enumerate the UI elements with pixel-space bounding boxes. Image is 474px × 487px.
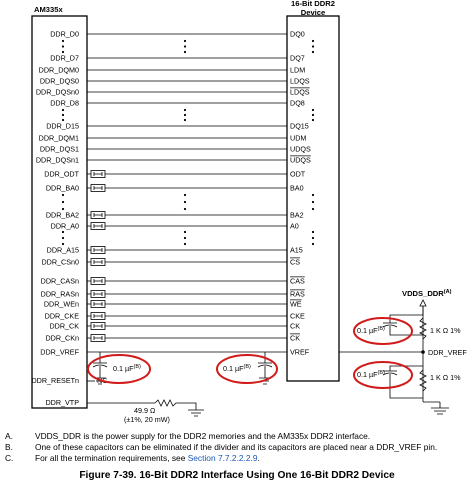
continuation-dot — [62, 243, 64, 245]
continuation-dot — [184, 114, 186, 116]
left-pin-label: DDR_A0 — [50, 221, 79, 231]
signal-row — [36, 88, 310, 97]
left-pin-label: DDR_D15 — [46, 121, 79, 131]
continuation-dot — [62, 51, 64, 53]
right-pin-label: DQ0 — [290, 29, 305, 39]
continuation-dot — [312, 231, 314, 233]
right-pin-label: LDQS — [290, 87, 310, 97]
right-pin-label: UDM — [290, 133, 307, 143]
ddr2-device-label-line2: Device — [300, 8, 326, 17]
right-pin-label: WE — [290, 299, 302, 309]
right-pin-label: A0 — [290, 221, 299, 231]
left-pin-label: DDR_RASn — [40, 289, 79, 299]
left-pin-label: DDR_ODT — [44, 169, 79, 179]
vtp-ground-symbol — [188, 410, 204, 416]
am335x-chip-label: AM335x — [34, 5, 63, 14]
lower-resistor-value: 1 K Ω 1% — [430, 373, 461, 382]
continuation-dot — [62, 114, 64, 116]
continuation-dot — [184, 119, 186, 121]
right-pin-label: DQ8 — [290, 98, 305, 108]
left-pin-label: DDR_DQS0 — [39, 76, 79, 86]
figure-caption: Figure 7-39. 16-Bit DDR2 Interface Using One 16-Bit DDR2 Device — [79, 470, 395, 481]
continuation-dot — [184, 231, 186, 233]
signal-row — [50, 54, 305, 63]
left-pin-label: DDR_BA0 — [45, 183, 79, 193]
left-pin-label: DDR_CKn — [45, 333, 79, 343]
left-pin-label: DDR_CKE — [44, 311, 79, 321]
right-pin-label: CS — [290, 257, 300, 267]
figure-notes — [3, 431, 473, 465]
left-pin-label: DDR_DQS1 — [39, 144, 79, 154]
continuation-dot — [312, 45, 314, 47]
nc-label: NC — [97, 376, 108, 385]
termination-section-link[interactable]: Section 7.7.2.2.2.9 — [187, 453, 258, 464]
vref-net-label: DDR_VREF — [428, 348, 467, 357]
continuation-dot — [312, 119, 314, 121]
left-pin-label: DDR_VREF — [40, 347, 79, 357]
right-pin-label: ODT — [290, 169, 306, 179]
right-pin-label: CKE — [290, 311, 305, 321]
signal-row — [39, 66, 306, 75]
divider-supply-rail — [420, 300, 449, 414]
left-pin-label: DDR_CSn0 — [41, 257, 79, 267]
left-pin-label: DDR_DQSn0 — [35, 87, 79, 97]
right-pin-label: CK — [290, 321, 300, 331]
continuation-dot — [312, 194, 314, 196]
continuation-dot — [184, 201, 186, 203]
continuation-dot — [312, 109, 314, 111]
right-pin-label: BA2 — [290, 210, 304, 220]
continuation-dot — [62, 201, 64, 203]
right-pin-label: UDQS — [290, 144, 311, 154]
continuation-dot — [184, 237, 186, 239]
signal-row — [39, 134, 307, 143]
continuation-dot — [312, 237, 314, 239]
signal-row — [36, 156, 311, 165]
continuation-dot — [184, 194, 186, 196]
right-pin-label: A15 — [290, 245, 303, 255]
lower-divider-capacitor — [383, 366, 423, 398]
continuation-dot — [62, 231, 64, 233]
continuation-dot — [62, 119, 64, 121]
ddr2-device-label-line1: 16-Bit DDR2 — [291, 0, 335, 8]
continuation-dot — [184, 51, 186, 53]
right-pin-label: UDQS — [290, 155, 311, 165]
right-pin-label: RAS — [290, 289, 305, 299]
continuation-dot — [62, 194, 64, 196]
continuation-dot — [312, 51, 314, 53]
continuation-dot — [62, 237, 64, 239]
continuation-dot — [62, 45, 64, 47]
lower-cap-value: 0.1 µF$^{(B)}$ — [357, 370, 385, 379]
left-pin-label: DDR_BA2 — [45, 210, 79, 220]
continuation-dot — [62, 109, 64, 111]
continuation-dot — [62, 40, 64, 42]
pin-ddr-vtp-label: DDR_VTP — [45, 398, 79, 407]
left-pin-label: DDR_WEn — [43, 299, 79, 309]
continuation-dot — [312, 114, 314, 116]
continuation-dot — [312, 201, 314, 203]
pin-ddr-resetn-label: DDR_RESETn — [31, 376, 79, 385]
left-pin-label: DDR_DQM0 — [38, 65, 79, 75]
left-pin-label: DDR_A15 — [46, 245, 79, 255]
continuation-dot — [62, 208, 64, 210]
vtp-resistor-tolerance: (±1%, 20 mW) — [124, 415, 170, 424]
continuation-dot — [184, 45, 186, 47]
right-pin-label: CK — [290, 333, 300, 343]
am335x-vref-cap-value: 0.1 µF$^{(B)}$ — [113, 364, 141, 373]
left-pin-label: DDR_D7 — [50, 53, 79, 63]
right-pin-label: LDM — [290, 65, 306, 75]
continuation-dot — [312, 243, 314, 245]
right-pin-label: VREF — [290, 347, 310, 357]
ddr-vref-cap-value: 0.1 µF$^{(B)}$ — [223, 364, 251, 373]
continuation-dot — [184, 208, 186, 210]
right-pin-label: CAS — [290, 276, 305, 286]
note-a: A. VDDS_DDR is the power supply for the DDR2 memories and the AM335x DDR2 interface. — [5, 431, 371, 441]
vdds-ddr-supply-label: $VDDS\_DDR^{(A)}$ — [402, 289, 452, 298]
vtp-resistor-value: 49.9 Ω — [134, 406, 156, 415]
left-pin-label: DDR_CASn — [40, 276, 79, 286]
signal-row — [51, 222, 299, 231]
signal-row — [50, 99, 305, 108]
right-pin-label: BA0 — [290, 183, 304, 193]
continuation-dot — [312, 40, 314, 42]
continuation-dot — [184, 243, 186, 245]
left-pin-label: DDR_D8 — [50, 98, 79, 108]
note-c: C. For all the termination requirements, see Section 7.7.2.2.2.9. — [5, 453, 260, 464]
right-pin-label: LDQS — [290, 76, 310, 86]
continuation-dot — [312, 208, 314, 210]
note-b: B. One of these capacitors can be eliminated if the divider and its capacitors are placed near a DDR_VREF pin. — [5, 442, 438, 453]
upper-resistor-value: 1 K Ω 1% — [430, 326, 461, 335]
right-pin-label: DQ7 — [290, 53, 305, 63]
left-pin-label: DDR_DQM1 — [38, 133, 79, 143]
right-pin-label: DQ15 — [290, 121, 309, 131]
upper-cap-value: 0.1 µF$^{(B)}$ — [357, 326, 385, 335]
left-pin-label: DDR_DQSn1 — [35, 155, 79, 165]
continuation-dot — [184, 109, 186, 111]
left-pin-label: DDR_D0 — [50, 29, 79, 39]
left-pin-label: DDR_CK — [49, 321, 79, 331]
continuation-dot — [184, 40, 186, 42]
vref-junction — [421, 350, 425, 354]
signal-row — [50, 30, 305, 39]
